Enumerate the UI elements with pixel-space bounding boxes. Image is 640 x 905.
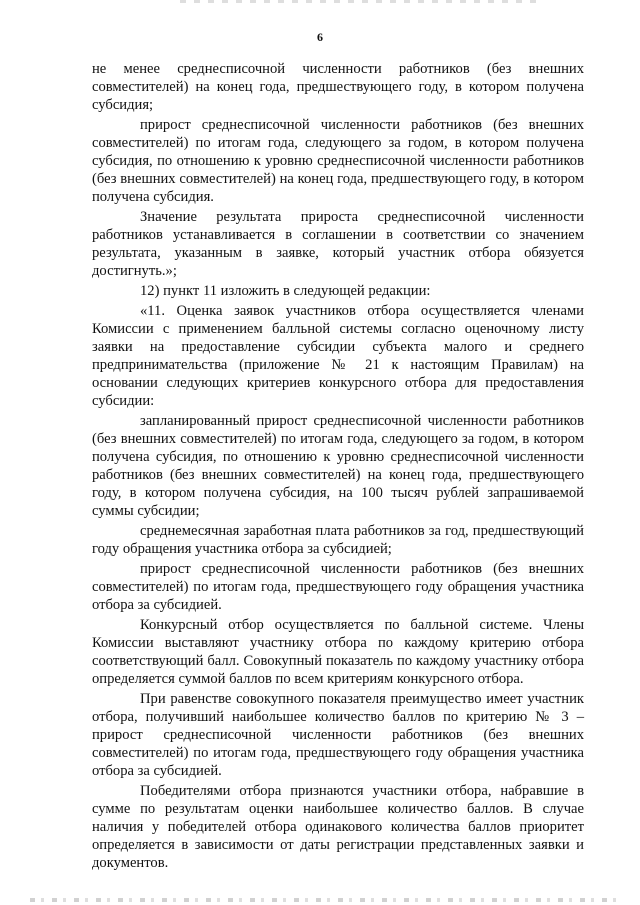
paragraph: прирост среднесписочной численности работников (без внешних совместителей) по итогам года, следующего за годом, в котором получена субсидия, по отношению к уровню среднесписочной численности работников (без внешних совместителей) на конец года, предшествующего году, в котором получена субсидия. (92, 117, 584, 205)
scan-artifact-bottom (30, 898, 620, 902)
paragraph: 12) пункт 11 изложить в следующей редакции: (140, 283, 431, 299)
paragraph: среднемесячная заработная плата работников за год, предшествующий году обращения участника отбора за субсидией; (92, 523, 584, 557)
paragraph: Победителями отбора признаются участники отбора, набравшие в сумме по результатам оценки наибольшее количество баллов. В случае наличия у победителей отбора одинакового количества баллов приоритет определяется в зависимости от даты регистрации представленных заявки и документов. (92, 783, 584, 871)
paragraph: Конкурсный отбор осуществляется по балльной системе. Члены Комиссии выставляют участнику отбора по каждому критерию отбора соответствующий балл. Совокупный показатель по каждому участнику отбора определяется суммой баллов по всем критериям конкурсного отбора. (92, 617, 584, 687)
paragraph: «11. Оценка заявок участников отбора осуществляется членами Комиссии с применением балльной системы согласно оценочному листу заявки на предоставление субсидии субъекта малого и среднего предпринимательства (приложение № 21 к настоящим Правилам) на основании следующих критериев конкурсного отбора для предоставления субсидии: (92, 303, 584, 409)
paragraph: Значение результата прироста среднесписочной численности работников устанавливается в соглашении в соответствии со значением результата, указанным в заявке, который участник отбора обязуется достигнуть.»; (92, 209, 584, 279)
page-number: 6 (317, 30, 323, 44)
paragraph: прирост среднесписочной численности работников (без внешних совместителей) по итогам года, предшествующего году обращения участника отбора за субсидией. (92, 561, 584, 613)
paragraph: запланированный прирост среднесписочной численности работников (без внешних совместителей) по итогам года, следующего за годом, в котором получена субсидия, по отношению к уровню среднесписочной численности работников (без внешних совместителей) на конец года, предшествующего году, в котором получена субсидия, на 100 тысяч рублей запрашиваемой суммы субсидии; (92, 413, 584, 519)
document-body (92, 60, 584, 872)
paragraph-continuation: не менее среднесписочной численности работников (без внешних совместителей) на конец года, предшествующего году, в котором получена субсидия; (92, 61, 584, 113)
paragraph: При равенстве совокупного показателя преимущество имеет участник отбора, получивший наибольшее количество баллов по критерию № 3 – прирост среднесписочной численности работников (без внешних совместителей) по итогам года, предшествующего году обращения участника отбора за субсидией. (92, 691, 584, 779)
scan-artifact-top (180, 0, 540, 3)
